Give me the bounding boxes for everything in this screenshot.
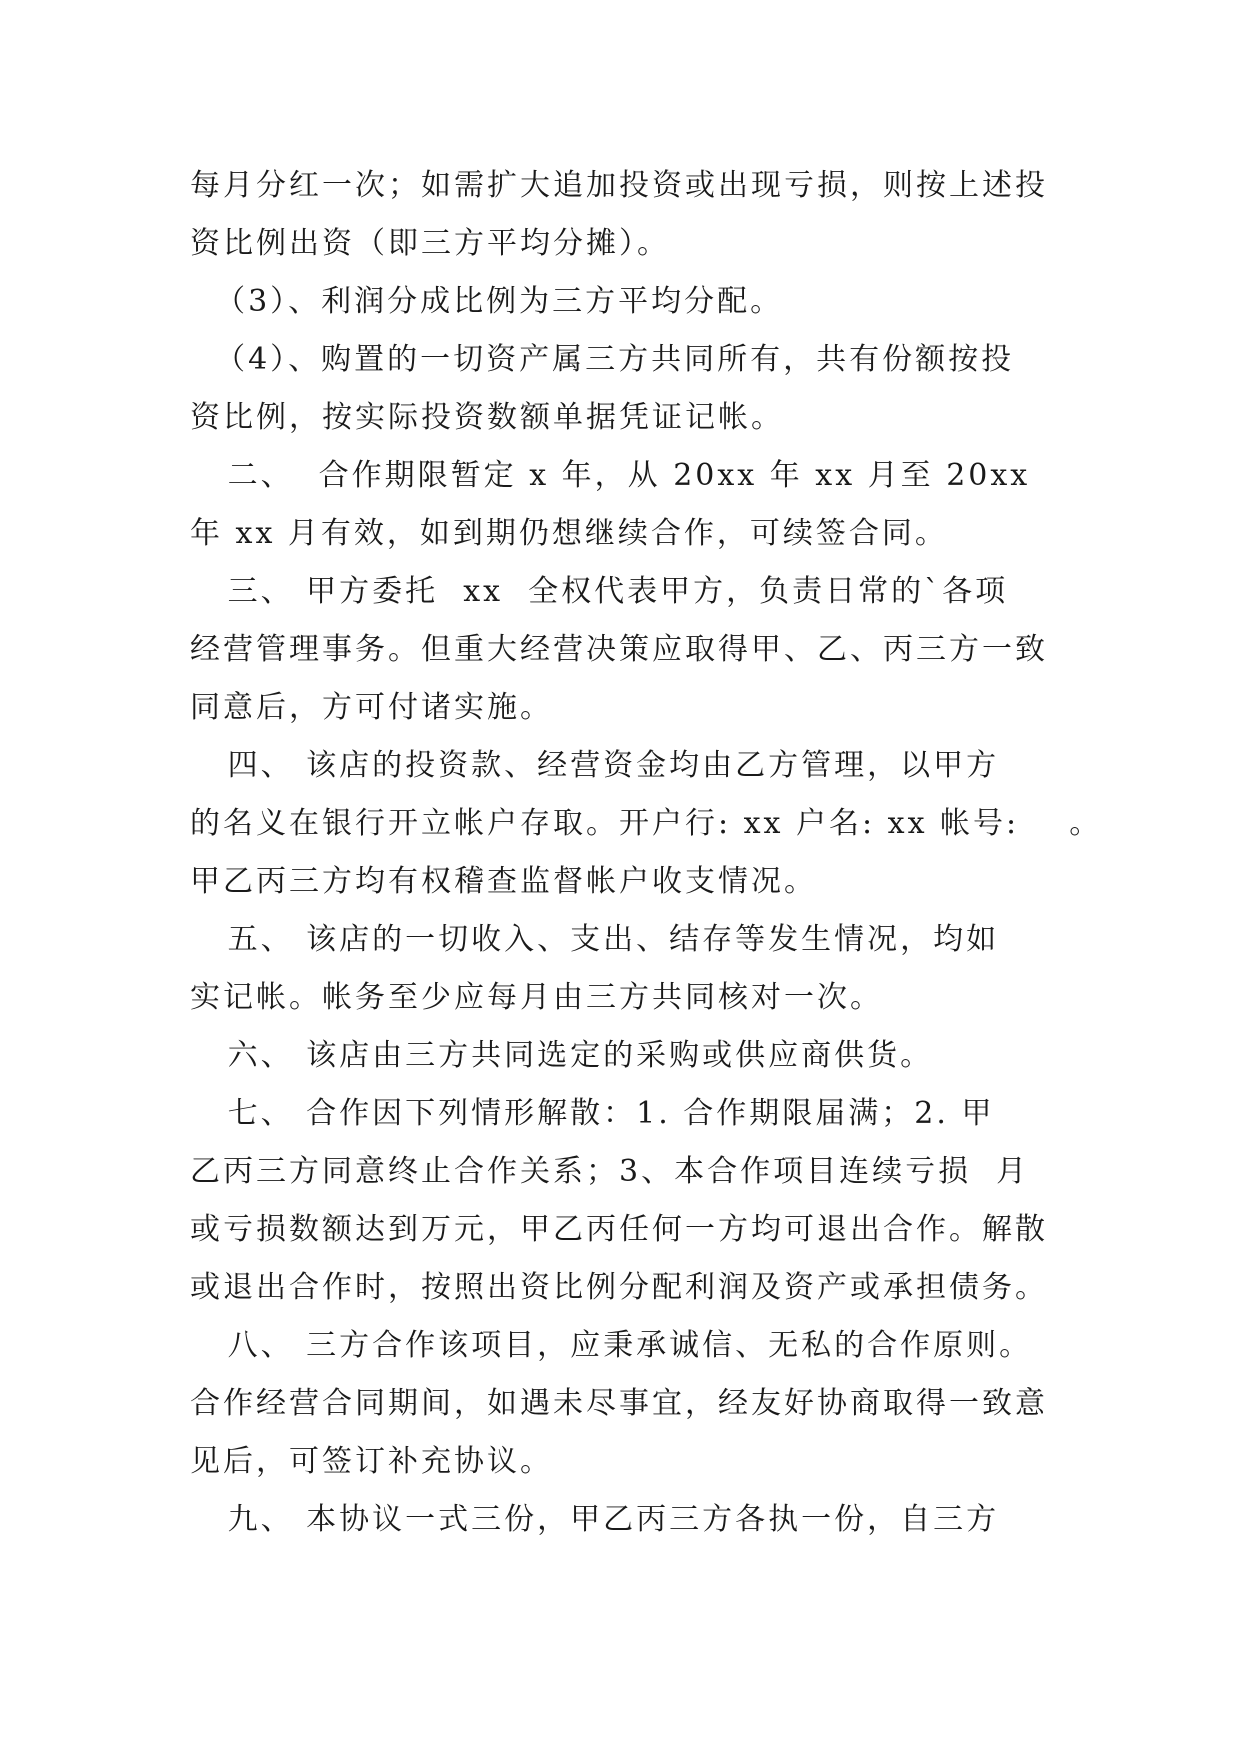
text-line: 六、 该店由三方共同选定的采购或供应商供货。 [190, 1038, 934, 1073]
text-line: 见后，可签订补充协议。 [190, 1444, 553, 1479]
text-line: 实记帐。帐务至少应每月由三方共同核对一次。 [190, 980, 883, 1015]
text-line: 的名义在银行开立帐户存取。开户行: xx 户名: xx 帐号: 。 [190, 806, 1103, 841]
text-line: 八、 三方合作该项目，应秉承诚信、无私的合作原则。 [190, 1328, 1033, 1363]
text-line: 合作经营合同期间，如遇未尽事宜，经友好协商取得一致意 [190, 1386, 1048, 1421]
text-line: 五、 该店的一切收入、支出、结存等发生情况，均如 [190, 922, 1000, 957]
text-line: 或退出合作时，按照出资比例分配利润及资产或承担债务。 [190, 1270, 1048, 1305]
text-line: 每月分红一次；如需扩大追加投资或出现亏损，则按上述投 [190, 168, 1048, 203]
text-line: 三、 甲方委托 xx 全权代表甲方，负责日常的`各项 [190, 574, 1009, 609]
text-line: 资比例，按实际投资数额单据凭证记帐。 [190, 400, 784, 435]
text-line: （4）、购置的一切资产属三方共同所有，共有份额按投 [190, 342, 1015, 377]
text-line: 二、 合作期限暂定 x 年，从 20xx 年 xx 月至 20xx [190, 458, 1031, 493]
text-line: 经营管理事务。但重大经营决策应取得甲、乙、丙三方一致 [190, 632, 1048, 667]
text-line: 年 xx 月有效，如到期仍想继续合作，可续签合同。 [190, 516, 948, 551]
text-line: 乙丙三方同意终止合作关系；3、本合作项目连续亏损 月 [190, 1154, 1030, 1189]
text-line: 同意后，方可付诸实施。 [190, 690, 553, 725]
text-line: 甲乙丙三方均有权稽查监督帐户收支情况。 [190, 864, 817, 899]
text-line: 或亏损数额达到万元，甲乙丙任何一方均可退出合作。解散 [190, 1212, 1048, 1247]
contract-text [190, 157, 1103, 1549]
text-line: 四、 该店的投资款、经营资金均由乙方管理，以甲方 [190, 748, 1000, 783]
text-line: 九、 本协议一式三份，甲乙丙三方各执一份，自三方 [190, 1502, 1000, 1537]
text-line: 资比例出资（即三方平均分摊）。 [190, 226, 670, 261]
text-line: 七、 合作因下列情形解散：1. 合作期限届满；2. 甲 [190, 1096, 995, 1131]
text-line: （3）、利润分成比例为三方平均分配。 [190, 284, 784, 319]
